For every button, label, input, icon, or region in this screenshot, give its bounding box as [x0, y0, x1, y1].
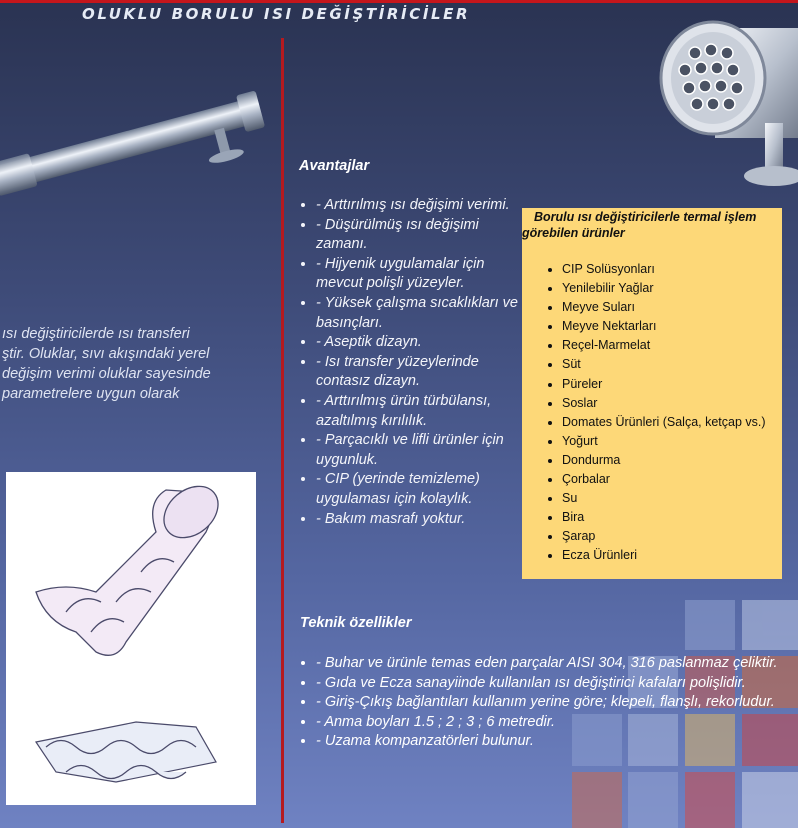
diagram-drawing	[6, 472, 256, 805]
intro-paragraph: ısı değiştiricilerde ısı transferi ştir. Oluklar, sıvı akışındaki yerel değişim verimi oluklar sayesinde parametrelere uygun olarak	[2, 326, 211, 402]
list-item: • Bira	[562, 508, 792, 527]
specs-list	[300, 654, 794, 752]
list-item: • - Uzama kompanzatörleri bulunur.	[316, 732, 794, 752]
list-item: • - Yüksek çalışma sıcaklıkları ve basınçları.	[316, 294, 522, 333]
list-item: • Şarap	[562, 527, 792, 546]
list-item: • - Buhar ve ürünle temas eden parçalar AISI 304, 316 paslanmaz çeliktir.	[316, 654, 794, 674]
list-item: • Ecza Ürünleri	[562, 546, 792, 565]
list-item: • Su	[562, 489, 792, 508]
tube-bundle-exchanger-image	[655, 8, 798, 193]
list-item: • - Parçacıklı ve lifli ürünler için uygunluk.	[316, 431, 522, 470]
list-item: • Süt	[562, 355, 792, 374]
list-item: • Dondurma	[562, 451, 792, 470]
list-item: • - Bakım masrafı yoktur.	[316, 510, 522, 530]
list-item: • Yenilebilir Yağlar	[562, 279, 792, 298]
list-item: • - Düşürülmüş ısı değişimi zamanı.	[316, 216, 522, 255]
products-title: Borulu ısı değiştiricilerle termal işlem görebilen ürünler	[522, 210, 757, 240]
list-item: • - CIP (yerinde temizleme) uygulaması için kolaylık.	[316, 470, 522, 509]
list-item: • Meyve Suları	[562, 298, 792, 317]
list-item: • - Arttırılmış ürün türbülansı, azaltılmış kırılılık.	[316, 392, 522, 431]
products-panel	[522, 208, 782, 579]
list-item: • - Isı transfer yüzeylerinde contasız dizayn.	[316, 353, 522, 392]
corrugated-tube-diagram	[6, 472, 256, 805]
advantages-title: Avantajlar	[299, 158, 370, 174]
vertical-divider	[281, 38, 284, 823]
list-item: • Reçel-Marmelat	[562, 336, 792, 355]
list-item: • - Anma boyları 1.5 ; 2 ; 3 ; 6 metredir.	[316, 713, 794, 733]
list-item: • Meyve Nektarları	[562, 317, 792, 336]
list-item: • - Arttırılmış ısı değişimi verimi.	[316, 196, 522, 216]
stainless-pipe-image	[0, 88, 280, 218]
list-item: • - Gıda ve Ecza sanayiinde kullanılan ısı değiştirici kafaları polişlidir.	[316, 674, 794, 694]
list-item: • - Hijyenik uygulamalar için mevcut polişli yüzeyler.	[316, 255, 522, 294]
list-item: • Çorbalar	[562, 470, 792, 489]
specs-title: Teknik özellikler	[300, 615, 412, 631]
list-item: • Domates Ürünleri (Salça, ketçap vs.)	[562, 413, 792, 432]
page-title: OLUKLU BORULU ISI DEĞİŞTİRİCİLER	[82, 5, 471, 23]
list-item: • CIP Solüsyonları	[562, 260, 792, 279]
list-item: • - Giriş-Çıkış bağlantıları kullanım yerine göre; klepeli, flanşlı, rekorludur.	[316, 693, 794, 713]
list-item: • - Aseptik dizayn.	[316, 333, 522, 353]
top-red-rule	[0, 0, 798, 3]
list-item: • Yoğurt	[562, 432, 792, 451]
advantages-list	[300, 196, 522, 529]
products-list	[522, 260, 792, 566]
list-item: • Soslar	[562, 394, 792, 413]
list-item: • Püreler	[562, 375, 792, 394]
